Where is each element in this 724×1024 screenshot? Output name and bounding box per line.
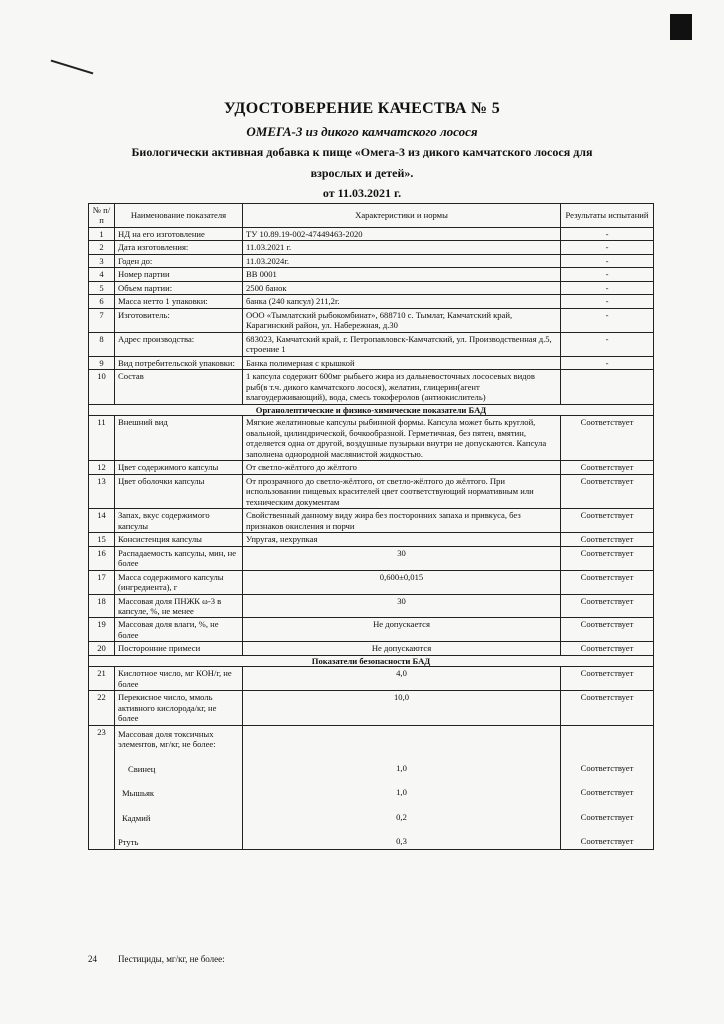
column-header-characteristics: Характеристики и нормы: [243, 204, 561, 228]
row-result: -: [561, 241, 654, 254]
pen-stroke-mark: [51, 60, 94, 75]
row-number: 23: [89, 725, 115, 849]
row-result: -: [561, 308, 654, 332]
row-result: -: [561, 254, 654, 267]
row-characteristics: 30: [243, 594, 561, 618]
row-number: 1: [89, 227, 115, 240]
toxic-item-result: Соответствует: [580, 836, 634, 847]
table-row: [89, 570, 654, 594]
row-result: Соответствует: [561, 509, 654, 533]
row-indicator: Адрес производства:: [115, 332, 243, 356]
table-row: [89, 461, 654, 474]
row-indicator: Кислотное число, мг КОН/г, не более: [115, 667, 243, 691]
section-header-safety: [89, 655, 654, 666]
row-result: Соответствует: [561, 461, 654, 474]
table-row: [89, 416, 654, 461]
table-row: [89, 370, 654, 404]
column-header-indicator: Наименование показателя: [115, 204, 243, 228]
table-row: [89, 332, 654, 356]
row-indicator: Вид потребительской упаковки:: [115, 356, 243, 369]
row-characteristics: Не допускаются: [243, 642, 561, 655]
table-row: [89, 546, 654, 570]
scan-corner-mark: [670, 14, 692, 40]
toxic-item-value: 1,0: [396, 762, 407, 773]
row-characteristics: [243, 725, 561, 849]
table-row: [89, 594, 654, 618]
row-number: 4: [89, 268, 115, 281]
table-row: [89, 667, 654, 691]
row-indicator: Объем партии:: [115, 281, 243, 294]
section-header-organoleptic: [89, 404, 654, 415]
section-title: Показатели безопасности БАД: [89, 655, 654, 666]
row-number: 22: [89, 691, 115, 725]
row-indicator: Консистенция капсулы: [115, 533, 243, 546]
row-result: -: [561, 295, 654, 308]
row-characteristics: 10,0: [243, 691, 561, 725]
row-number: 15: [89, 533, 115, 546]
toxic-item-name: Кадмий: [122, 812, 151, 823]
row-characteristics: 11.03.2021 г.: [243, 241, 561, 254]
row-characteristics: От прозрачного до светло-жёлтого, от светло-жёлтого до жёлтого. При использовании пищевых красителей цвет соответствующий нормативным или техническим документам: [243, 474, 561, 508]
table-row: [89, 254, 654, 267]
toxic-item-result: Соответствует: [580, 811, 634, 822]
table-row: [89, 509, 654, 533]
row-result: Соответствует: [561, 570, 654, 594]
row-number: 2: [89, 241, 115, 254]
table-row: [89, 618, 654, 642]
row-characteristics: 1 капсула содержит 600мг рыбьего жира из дальневосточных лососевых видов рыб(в т.ч. дикого камчатского лосося), желатин, глицерин(агент влагоудерживающий), вода, смесь токоферолов (антиокислитель): [243, 370, 561, 404]
row-result: Соответствует: [561, 667, 654, 691]
row-indicator: Масса содержимого капсулы (ингредиента), г: [115, 570, 243, 594]
toxic-item-name: Ртуть: [118, 837, 139, 848]
row-result: Соответствует: [561, 416, 654, 461]
row-number: 19: [89, 618, 115, 642]
row-characteristics: ООО «Тымлатский рыбокомбинат», 688710 с. Тымлат, Камчатский край, Карагинский район, ул. Набережная, д.30: [243, 308, 561, 332]
table-row: [89, 642, 654, 655]
row-number: 24: [88, 954, 97, 964]
row-result: Соответствует: [561, 691, 654, 725]
row-number: 6: [89, 295, 115, 308]
row-result: [561, 725, 654, 849]
table-row: [89, 227, 654, 240]
row-number: 11: [89, 416, 115, 461]
table-row-toxic: [89, 725, 654, 849]
table-row: [89, 295, 654, 308]
row-indicator: Массовая доля ПНЖК ω-3 в капсуле, %, не менее: [115, 594, 243, 618]
row-number: 20: [89, 642, 115, 655]
row-indicator: Годен до:: [115, 254, 243, 267]
row-characteristics: 2500 банок: [243, 281, 561, 294]
row-indicator: Цвет оболочки капсулы: [115, 474, 243, 508]
row-result: -: [561, 281, 654, 294]
toxic-heading: Массовая доля токсичных элементов, мг/кг, не более:: [118, 728, 216, 750]
row-characteristics: Упругая, нехрупкая: [243, 533, 561, 546]
row-result: -: [561, 268, 654, 281]
product-description-line1: Биологически активная добавка к пище «Омега-3 из дикого камчатского лосося для: [131, 145, 593, 159]
row-number: 18: [89, 594, 115, 618]
row-indicator: Состав: [115, 370, 243, 404]
toxic-item-name: Мышьяк: [122, 788, 155, 799]
row-characteristics: банка (240 капсул) 211,2г.: [243, 295, 561, 308]
row-indicator: Запах, вкус содержимого капсулы: [115, 509, 243, 533]
row-result: Соответствует: [561, 642, 654, 655]
column-header-results: Результаты испытаний: [561, 204, 654, 228]
row-number: 9: [89, 356, 115, 369]
row-characteristics: От светло-жёлтого до жёлтого: [243, 461, 561, 474]
table-row: [89, 533, 654, 546]
row-characteristics: 30: [243, 546, 561, 570]
table-row: [89, 474, 654, 508]
column-header-number: № п/п: [89, 204, 115, 228]
document-title: УДОСТОВЕРЕНИЕ КАЧЕСТВА № 5: [223, 100, 501, 117]
product-description-line2: взрослых и детей».: [310, 166, 414, 180]
row-number: 14: [89, 509, 115, 533]
row-indicator: Изготовитель:: [115, 308, 243, 332]
row-characteristics: ВВ 0001: [243, 268, 561, 281]
row-indicator: НД на его изготовление: [115, 227, 243, 240]
row-result: [561, 370, 654, 404]
row-indicator: Распадаемость капсулы, мин, не более: [115, 546, 243, 570]
row-number: 21: [89, 667, 115, 691]
product-name: ОМЕГА-3 из дикого камчатского лосося: [246, 124, 478, 139]
table-row: [89, 308, 654, 332]
row-number: 10: [89, 370, 115, 404]
toxic-item-value: 1,0: [396, 787, 407, 798]
row-number: 16: [89, 546, 115, 570]
row-characteristics: 4,0: [243, 667, 561, 691]
row-result: -: [561, 227, 654, 240]
section-title: Органолептические и физико-химические показатели БАД: [89, 404, 654, 415]
row-number: 12: [89, 461, 115, 474]
toxic-item-result: Соответствует: [580, 787, 634, 798]
row-indicator: Масса нетто 1 упаковки:: [115, 295, 243, 308]
row-result: Соответствует: [561, 594, 654, 618]
table-row: [89, 691, 654, 725]
row-number: 3: [89, 254, 115, 267]
table-row: [89, 241, 654, 254]
row-number: 13: [89, 474, 115, 508]
table-row: [89, 356, 654, 369]
row-indicator: Посторонние примеси: [115, 642, 243, 655]
toxic-item-value: 0,3: [396, 836, 407, 847]
row-number: 17: [89, 570, 115, 594]
row-indicator: Массовая доля влаги, %, не более: [115, 618, 243, 642]
table-header-row: [89, 204, 654, 228]
row-characteristics: 11.03.2024г.: [243, 254, 561, 267]
table-row: [89, 281, 654, 294]
row-characteristics: Мягкие желатиновые капсулы рыбинной формы. Капсула может быть круглой, овальной, цилиндрической, бочкообразной. Герметичная, без пятен, вмятин, отделяется одна от другой, воздушные пузырьки внутри не допускаются. Капсула заполнена однородной маслянистой жидкостью.: [243, 416, 561, 461]
document-date: от 11.03.2021 г.: [322, 186, 402, 200]
row-number: 8: [89, 332, 115, 356]
row-indicator: Номер партии: [115, 268, 243, 281]
row-indicator: Дата изготовления:: [115, 241, 243, 254]
row-result: Соответствует: [561, 546, 654, 570]
row-indicator: Цвет содержимого капсулы: [115, 461, 243, 474]
quality-table: [88, 203, 654, 850]
row-result: Соответствует: [561, 618, 654, 642]
row-characteristics: Не допускается: [243, 618, 561, 642]
row-result: Соответствует: [561, 474, 654, 508]
row-result: Соответствует: [561, 533, 654, 546]
row-characteristics: Свойственный данному виду жира без посторонних запаха и привкуса, без признаков окисления и порчи: [243, 509, 561, 533]
row-characteristics: Банка полимерная с крышкой: [243, 356, 561, 369]
row-characteristics: 0,600±0,015: [243, 570, 561, 594]
row-characteristics: ТУ 10.89.19-002-47449463-2020: [243, 227, 561, 240]
toxic-item-result: Соответствует: [580, 762, 634, 773]
row-indicator: Пестициды, мг/кг, не более:: [118, 954, 225, 964]
row-result: -: [561, 356, 654, 369]
row-number: 5: [89, 281, 115, 294]
row-indicator: Перекисное число, ммоль активного кислорода/кг, не более: [115, 691, 243, 725]
toxic-item-name: Свинец: [128, 763, 156, 774]
row-result: -: [561, 332, 654, 356]
table-row: [89, 268, 654, 281]
toxic-item-value: 0,2: [396, 811, 407, 822]
row-number: 7: [89, 308, 115, 332]
row-indicator: [115, 725, 243, 849]
row-indicator: Внешний вид: [115, 416, 243, 461]
row-characteristics: 683023, Камчатский край, г. Петропавловск-Камчатский, ул. Производственная д.5, строение 1: [243, 332, 561, 356]
